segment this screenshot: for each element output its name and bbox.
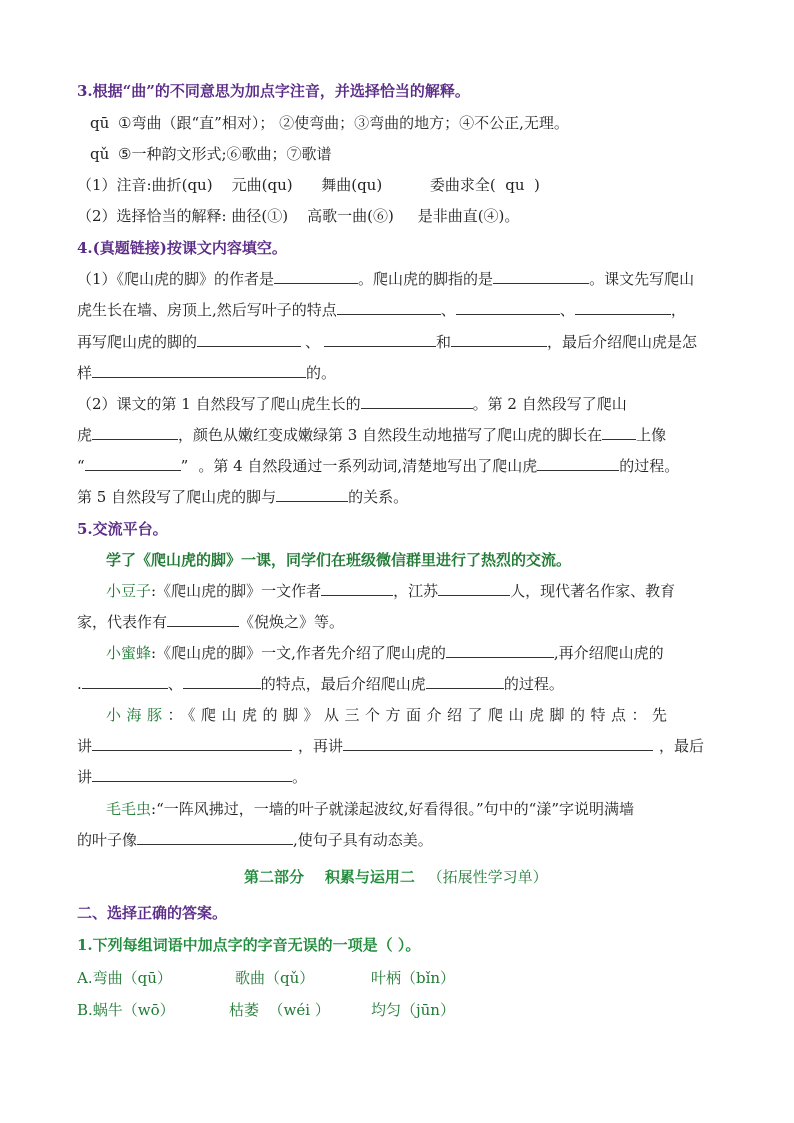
answer-blank[interactable] [137,830,293,845]
q5-s4-line1 [106,798,754,820]
sec2-heading: 二、选择正确的答案。 [77,904,228,922]
text: 的特点，最后介绍爬山虎 [260,675,426,693]
text: ，最后 [659,737,705,755]
text: 样 [77,364,93,382]
answer-blank[interactable] [337,300,441,315]
text: 的。 [306,364,337,382]
text: 虎生长在墙、房顶上,然后写叶子的特点 [77,301,337,319]
answer-blank[interactable] [85,456,181,471]
text: （1）《爬山虎的脚》的作者是 [77,270,275,288]
answer-blank[interactable] [82,674,168,689]
q4-heading: 4.(真题链接)按课文内容填空。 [77,239,287,257]
answer-blank[interactable] [426,674,504,689]
answer-blank[interactable] [274,269,358,284]
text: 虎 [77,426,93,444]
q3-qu1-meanings: ①弯曲（跟“直”相对）； ②使弯曲；③弯曲的地方；④不公正,无理。 [118,114,569,132]
answer-blank[interactable] [451,332,547,347]
sec2-q1: 1.下列每组词语中加点字的字音无误的一项是（ ）。 [77,936,421,954]
text: 家，代表作有 [77,613,168,631]
speaker-name: 毛毛虫 [106,800,152,818]
answer-blank[interactable] [438,581,510,596]
option-a-word1: A.弯曲（qū） [77,969,172,987]
q5-s1-line1 [106,580,754,602]
text: 《倪焕之》等。 [239,613,345,631]
pinyin-qu3: qǔ [90,145,110,163]
answer-blank[interactable] [343,736,653,751]
q5-s4-line2 [77,829,754,851]
text: ，再讲 [298,737,344,755]
answer-blank[interactable] [321,581,393,596]
answer-blank[interactable] [602,425,636,440]
text: 的过程。 [619,457,680,475]
q3-qu1-row [90,112,754,134]
text: ,使句子具有动态美。 [293,831,433,849]
text: 。第 4 自然段通过一系列动词,清楚地写出了爬山虎 [198,457,538,475]
text: 、 [559,301,575,319]
q5-s3-line2 [77,735,754,757]
speaker-name: 小海豚 [106,706,168,724]
q4-p1-line1 [77,268,754,290]
text: ，最后介绍爬山虎是怎 [547,333,698,351]
text: ，江苏 [393,582,439,600]
text: 。第 2 自然段写了爬山 [472,395,627,413]
text: ” [180,457,189,475]
text: 上像 [636,426,667,444]
part2-title-row [244,866,754,888]
q4-p2-line3 [77,455,754,477]
answer-blank[interactable] [197,332,301,347]
q4-p2-line2 [77,424,754,446]
answer-blank[interactable] [92,736,292,751]
option-b-word1: B.蜗牛（wō） [77,1001,175,1019]
answer-blank[interactable] [92,767,292,782]
text: :“一阵风拂过，一墙的叶子就漾起波纹,好看得很。”句中的“漾”字说明满墙 [151,800,635,818]
answer-blank[interactable] [183,674,261,689]
q4-p1-line3 [77,331,754,353]
text: :《爬山虎的脚》一文作者 [151,582,322,600]
text: 、 [305,333,321,351]
text: 。课文先写爬山 [589,270,695,288]
text: 的叶子像 [77,831,138,849]
text: 和 [436,333,452,351]
option-a-word2: 歌曲（qǔ） [235,969,315,987]
text: 的关系。 [348,488,409,506]
q5-intro [106,549,754,571]
answer-blank[interactable] [493,269,589,284]
q4-p2-line1 [77,393,754,415]
q5-s1-line2 [77,611,754,633]
answer-blank[interactable] [446,643,554,658]
pinyin-qu1: qū [90,114,110,132]
text: 人，现代著名作家、教育 [510,582,676,600]
speaker-name: 小蜜蜂 [106,644,152,662]
text: 、 [167,675,183,693]
text: 再写爬山虎的脚的 [77,333,198,351]
part2-title: 第二部分 积累与运用二 [244,868,415,886]
q5-s3-line3 [77,766,754,788]
text: 。 [292,768,308,786]
text: 讲 [77,768,93,786]
text: ：《爬山虎的脚》从三个方面介绍了爬山虎脚的特点：先 [167,706,673,724]
answer-blank[interactable] [167,612,239,627]
answer-blank[interactable] [361,394,473,409]
q4-p1-line4 [77,362,754,384]
option-b-word2: 枯萎 （wéi ） [229,1001,330,1019]
text: 。爬山虎的脚指的是 [358,270,494,288]
q3-line1: （1）注音:曲折(qu) 元曲(qu) 舞曲(qu) 委曲求全( qu ) [77,176,540,194]
text: :《爬山虎的脚》一文,作者先介绍了爬山虎的 [151,644,446,662]
q5-heading: 5.交流平台。 [77,520,168,538]
option-b-word3: 均匀（jūn） [371,1001,455,1019]
option-a-word3: 叶柄（bǐn） [371,969,456,987]
q5-s2-line1 [106,642,754,664]
part2-subtitle: （拓展性学习单） [427,868,548,886]
q5-s3-line1 [106,704,754,726]
answer-blank[interactable] [276,487,348,502]
answer-blank[interactable] [92,425,178,440]
q5-intro-text: 学了《爬山虎的脚》一课，同学们在班级微信群里进行了热烈的交流。 [106,551,572,569]
answer-blank[interactable] [92,363,306,378]
q3-heading: 3.根据“曲”的不同意思为加点字注音，并选择恰当的解释。 [77,82,470,100]
q5-s2-line2 [77,673,754,695]
speaker-name: 小豆子 [106,582,152,600]
q3-line2: （2）选择恰当的解释: 曲径(①) 高歌一曲(⑥) 是非曲直(④)。 [77,207,520,225]
answer-blank[interactable] [537,456,619,471]
text: . [77,675,82,693]
q4-p2-line4 [77,486,754,508]
text: ， [670,301,686,319]
text: ，颜色从嫩红变成嫩绿第 3 自然段生动地描写了爬山虎的脚长在 [178,426,603,444]
q4-p1-line2 [77,299,754,321]
text: 讲 [77,737,93,755]
text: （2）课文的第 1 自然段写了爬山虎生长的 [77,395,361,413]
q3-qu3-row [90,143,754,165]
q3-qu3-meanings: ⑤一种韵文形式;⑥歌曲；⑦歌谱 [118,145,332,163]
text: 的过程。 [503,675,564,693]
text: 、 [440,301,456,319]
answer-blank[interactable] [324,332,436,347]
text: 第 5 自然段写了爬山虎的脚与 [77,488,277,506]
answer-blank[interactable] [575,300,671,315]
answer-blank[interactable] [456,300,560,315]
text: “ [77,457,85,475]
text: ,再介绍爬山虎的 [553,644,664,662]
